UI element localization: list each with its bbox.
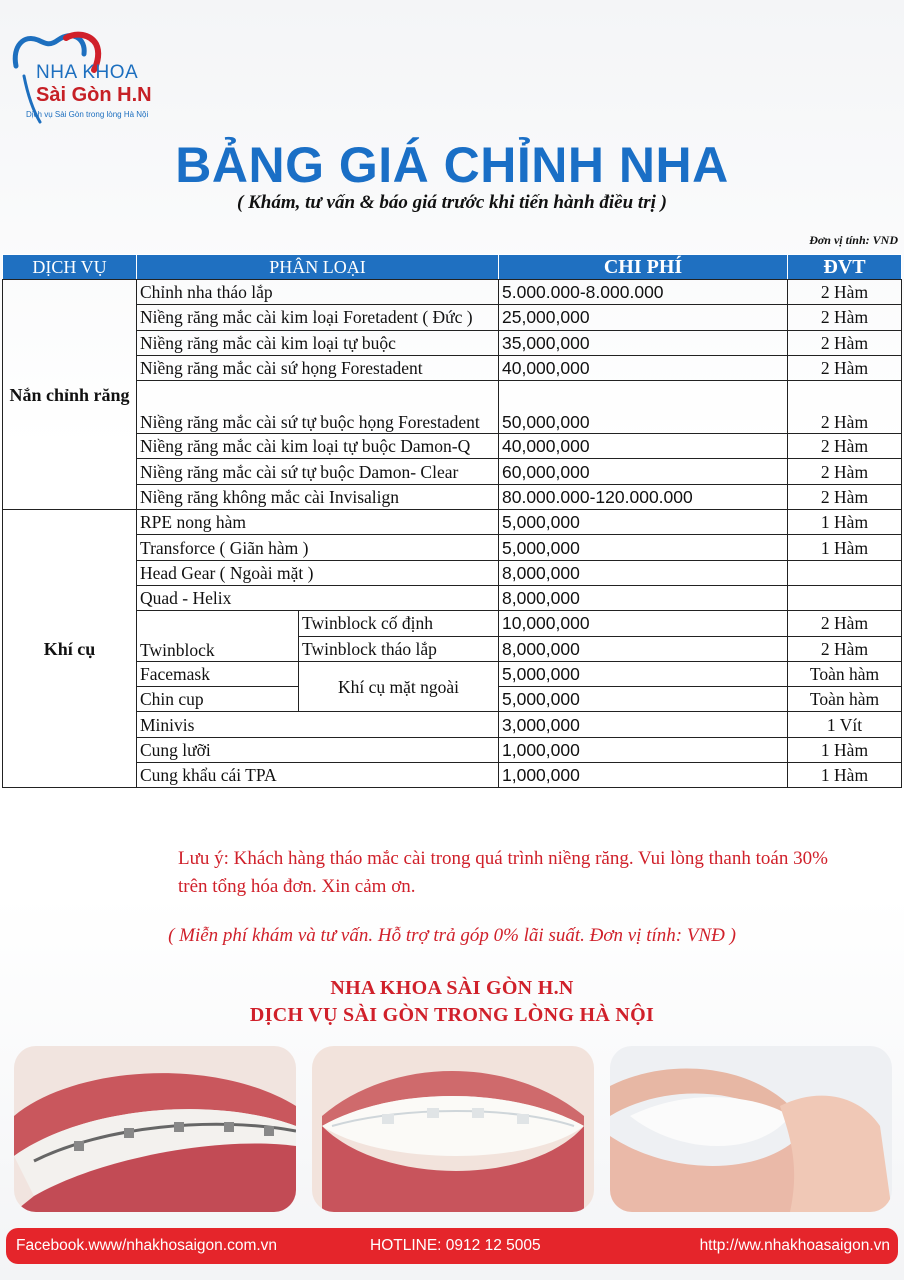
service-price: 25,000,000 [499,305,788,330]
service-name: Facemask [137,661,299,686]
service-name: Head Gear ( Ngoài mặt ) [137,560,499,585]
table-row [3,355,902,380]
service-name: Transforce ( Giãn hàm ) [137,535,499,560]
brand-name: NHA KHOA SÀI GÒN H.N [330,977,574,999]
table-row [3,611,902,636]
table-row [3,661,902,686]
payment-note: Lưu ý: Khách hàng tháo mắc cài trong quá trình niềng răng. Vui lòng thanh toán 30% trên tổng hóa đơn. Xin cảm ơn. [178,848,828,897]
promo-note: ( Miễn phí khám và tư vấn. Hỗ trợ trả góp 0% lãi suất. Đơn vị tính: VNĐ ) [168,925,736,946]
service-name: Cung lưỡi [137,737,499,762]
service-unit: 1 Hàm [788,535,902,560]
logo-line1: NHA KHOA [36,62,139,83]
service-unit: 2 Hàm [788,280,902,305]
footer-website-link[interactable]: http://ww.nhakhoasaigon.vn [699,1237,890,1254]
header-unit: ĐVT [788,255,902,280]
service-name: Chin cup [137,687,299,712]
service-price: 5,000,000 [499,535,788,560]
table-row [3,305,902,330]
service-unit: 1 Hàm [788,510,902,535]
table-row [3,434,902,459]
service-unit [788,585,902,610]
service-name: Niềng răng mắc cài sứ tự buộc họng Forestadent [137,381,499,434]
footer-hotline[interactable]: HOTLINE: 0912 12 5005 [370,1237,541,1254]
table-row [3,459,902,484]
table-row [3,560,902,585]
service-price: 1,000,000 [499,763,788,788]
service-name: Chỉnh nha tháo lắp [137,280,499,305]
service-name: Niềng răng mắc cài kim loại Foretadent ( Đức ) [137,305,499,330]
service-name: Quad - Helix [137,585,499,610]
service-price: 5,000,000 [499,510,788,535]
service-name: Niềng răng mắc cài kim loại tự buộc [137,330,499,355]
table-row [3,330,902,355]
service-name: Niềng răng mắc cài sứ họng Forestadent [137,355,499,380]
table-row [3,510,902,535]
service-name: Niềng răng mắc cài kim loại tự buộc Damon-Q [137,434,499,459]
service-price: 8,000,000 [499,636,788,661]
service-price: 8,000,000 [499,585,788,610]
photo-ceramic-braces [312,1046,594,1212]
twinblock-sub-name: Twinblock tháo lắp [299,636,499,661]
service-unit: 2 Hàm [788,611,902,636]
service-price: 1,000,000 [499,737,788,762]
twinblock-sub-name: Twinblock cố định [299,611,499,636]
service-price: 5,000,000 [499,687,788,712]
logo-tagline: Dịch vụ Sài Gòn trong lòng Hà Nội [26,110,149,119]
service-unit: 1 Vít [788,712,902,737]
extraoral-label: Khí cụ mặt ngoài [299,661,499,712]
service-unit: 2 Hàm [788,459,902,484]
service-unit: Toàn hàm [788,661,902,686]
group-label-orthodontics: Nắn chỉnh răng [3,280,137,510]
brand-slogan: DỊCH VỤ SÀI GÒN TRONG LÒNG HÀ NỘI [249,1004,655,1026]
service-unit: 2 Hàm [788,330,902,355]
photo-metal-braces [14,1046,296,1212]
service-unit: Toàn hàm [788,687,902,712]
table-row [3,585,902,610]
service-price: 35,000,000 [499,330,788,355]
table-row [3,381,902,434]
table-row [3,484,902,509]
service-price: 50,000,000 [499,381,788,434]
service-price: 80.000.000-120.000.000 [499,484,788,509]
table-row [3,535,902,560]
group-label-appliances: Khí cụ [3,510,137,788]
service-price: 5.000.000-8.000.000 [499,280,788,305]
service-price: 40,000,000 [499,355,788,380]
table-row [3,280,902,305]
price-table [2,254,902,788]
service-unit: 2 Hàm [788,636,902,661]
service-name: Minivis [137,712,499,737]
header-category: PHÂN LOẠI [137,255,499,280]
table-row [3,763,902,788]
service-price: 10,000,000 [499,611,788,636]
service-unit: 2 Hàm [788,305,902,330]
service-name: Cung khẩu cái TPA [137,763,499,788]
service-price: 60,000,000 [499,459,788,484]
service-name: Niềng răng mắc cài sứ tự buộc Damon- Clear [137,459,499,484]
footer-facebook-link[interactable]: Facebook.www/nhakhosaigon.com.vn [16,1237,278,1254]
service-name: RPE nong hàm [137,510,499,535]
service-price: 8,000,000 [499,560,788,585]
header-cost: CHI PHÍ [499,255,788,280]
service-price: 40,000,000 [499,434,788,459]
service-unit: 2 Hàm [788,484,902,509]
service-unit: 1 Hàm [788,763,902,788]
table-row [3,712,902,737]
logo-line2: Sài Gòn H.N [36,84,152,106]
footer-bar [6,1228,898,1264]
page-title: BẢNG GIÁ CHỈNH NHA [175,137,729,193]
page-subtitle: ( Khám, tư vấn & báo giá trước khi tiến hành điều trị ) [237,192,667,213]
service-unit: 2 Hàm [788,434,902,459]
service-name: Niềng răng không mắc cài Invisalign [137,484,499,509]
photo-invisalign [610,1046,892,1212]
service-price: 3,000,000 [499,712,788,737]
table-header-row [3,255,902,280]
service-unit: 2 Hàm [788,381,902,434]
twinblock-label: Twinblock [137,611,299,662]
service-unit [788,560,902,585]
service-unit: 1 Hàm [788,737,902,762]
unit-note: Đơn vị tính: VND [809,233,898,247]
service-unit: 2 Hàm [788,355,902,380]
service-price: 5,000,000 [499,661,788,686]
header-service: DỊCH VỤ [3,255,137,280]
table-row [3,737,902,762]
